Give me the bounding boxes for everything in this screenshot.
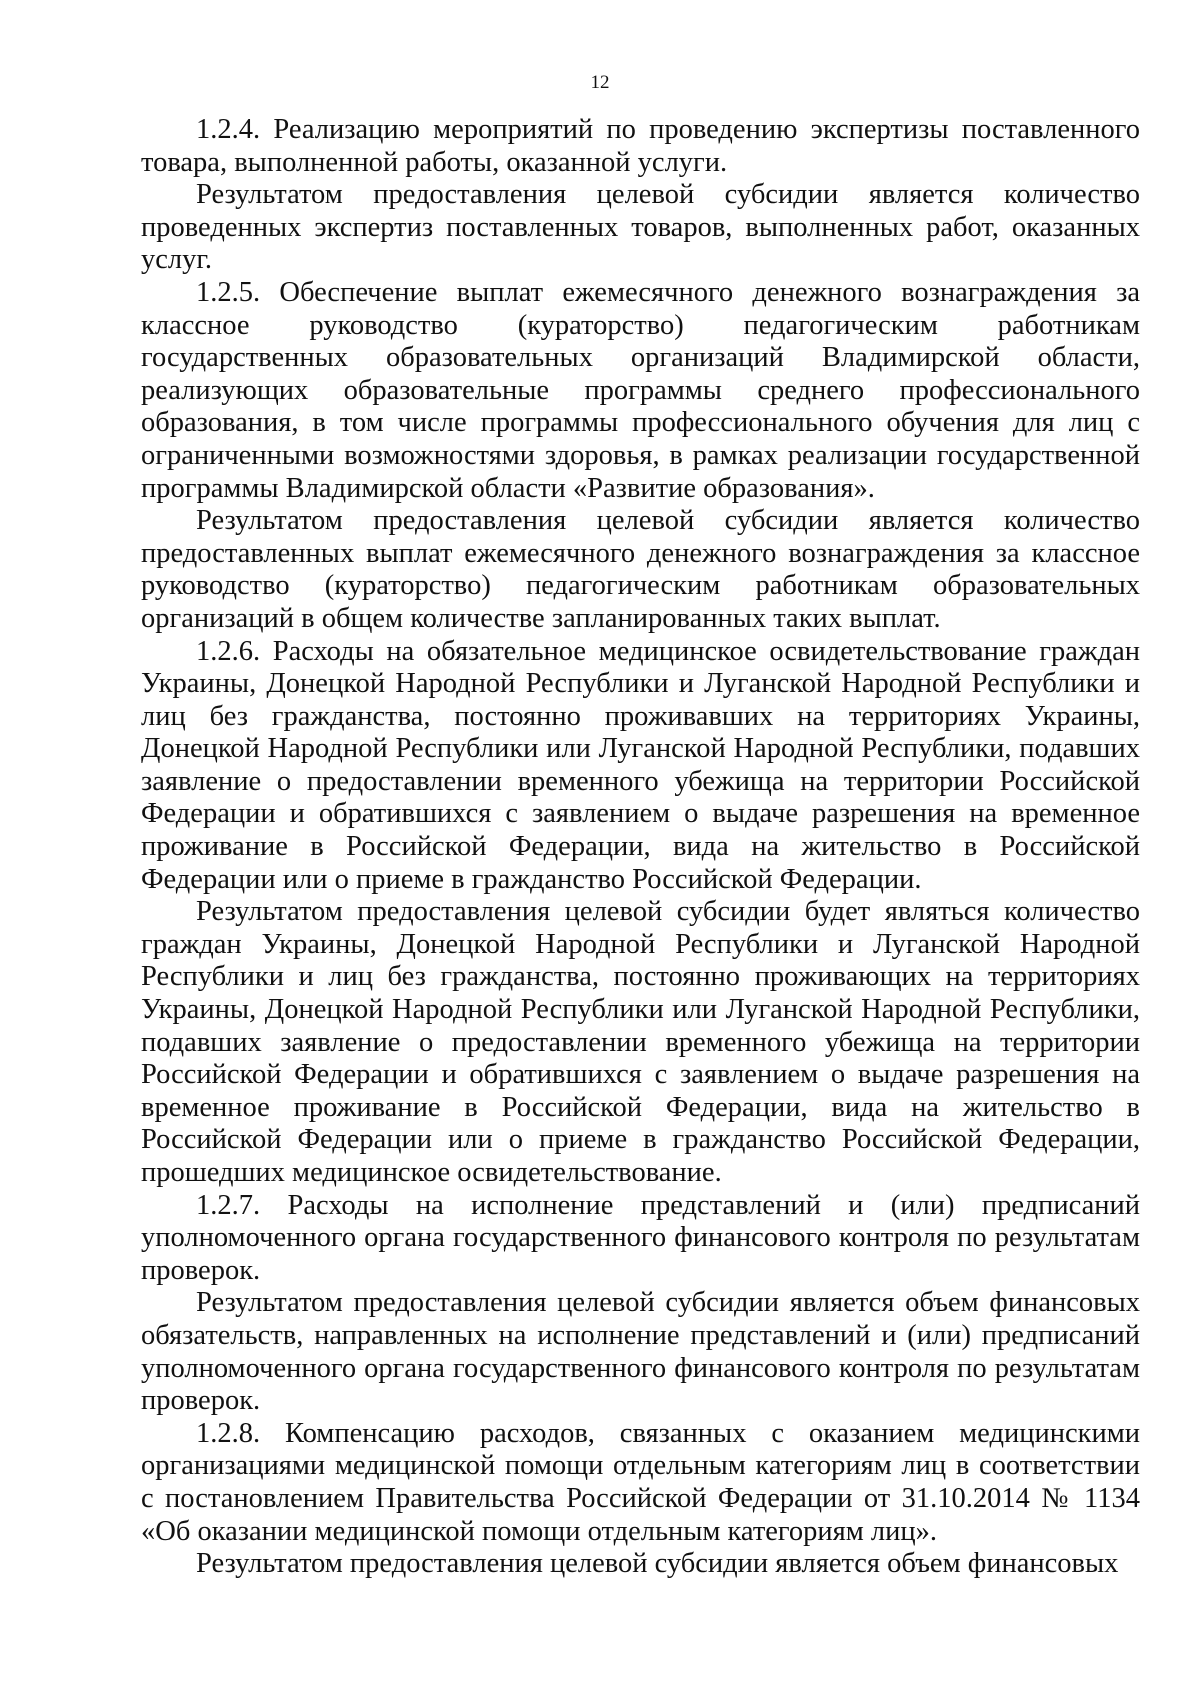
paragraph-1-2-5: 1.2.5. Обеспечение выплат ежемесячного денежного вознаграждения за классное руководство (кураторство) педагогическим работникам государственных образовательных организаций Владимирской области, реализующих образовательные программы среднего профессионального образования, в том числе программы профессионального обучения для лиц с ограниченными возможностями здоровья, в рамках реализации государственной программы Владимирской области «Развитие образования». bbox=[141, 276, 1140, 504]
paragraph-result-1-2-8: Результатом предоставления целевой субсидии является объем финансовых bbox=[196, 1548, 1119, 1580]
paragraph-1-2-4: 1.2.4. Реализацию мероприятий по проведению экспертизы поставленного товара, выполненной работы, оказанной услуги. bbox=[141, 114, 1140, 178]
paragraph-1-2-7: 1.2.7. Расходы на исполнение представлений и (или) предписаний уполномоченного органа государственного финансового контроля по результатам проверок. bbox=[141, 1189, 1140, 1286]
paragraph-1-2-6: 1.2.6. Расходы на обязательное медицинское освидетельствование граждан Украины, Донецкой Народной Республики и Луганской Народной Республики и лиц без гражданства, постоянно проживавших на территориях Украины, Донецкой Народной Республики или Луганской Народной Республики, подавших заявление о предоставлении временного убежища на территории Российской Федерации и обратившихся с заявлением о выдаче разрешения на временное проживание в Российской Федерации, вида на жительство в Российской Федерации или о приеме в гражданство Российской Федерации. bbox=[141, 635, 1140, 895]
paragraph-result-1-2-7: Результатом предоставления целевой субсидии является объем финансовых обязательств, направленных на исполнение представлений и (или) предписаний уполномоченного органа государственного финансового контроля по результатам проверок. bbox=[141, 1287, 1140, 1417]
paragraph-result-1-2-6: Результатом предоставления целевой субсидии будет являться количество граждан Украины, Донецкой Народной Республики и Луганской Народной Республики и лиц без гражданства, постоянно проживающих на территориях Украины, Донецкой Народной Республики или Луганской Народной Республики, подавших заявление о предоставлении временного убежища на территории Российской Федерации и обратившихся с заявлением о выдаче разрешения на временное проживание в Российской Федерации, вида на жительство в Российской Федерации или о приеме в гражданство Российской Федерации, прошедших медицинское освидетельствование. bbox=[141, 896, 1140, 1188]
paragraph-result-1-2-4: Результатом предоставления целевой субсидии является количество проведенных экспертиз поставленных товаров, выполненных работ, оказанных услуг. bbox=[141, 179, 1140, 276]
paragraph-result-1-2-5: Результатом предоставления целевой субсидии является количество предоставленных выплат ежемесячного денежного вознаграждения за классное руководство (кураторство) педагогическим работникам образовательных организаций в общем количестве запланированных таких выплат. bbox=[141, 505, 1140, 634]
page-number: 12 bbox=[590, 72, 610, 93]
paragraph-1-2-8: 1.2.8. Компенсацию расходов, связанных с оказанием медицинскими организациями медицинской помощи отдельным категориям лиц в соответствии с постановлением Правительства Российской Федерации от 31.10.2014 № 1134 «Об оказании медицинской помощи отдельным категориям лиц». bbox=[141, 1417, 1140, 1547]
document-body bbox=[141, 114, 1140, 1581]
